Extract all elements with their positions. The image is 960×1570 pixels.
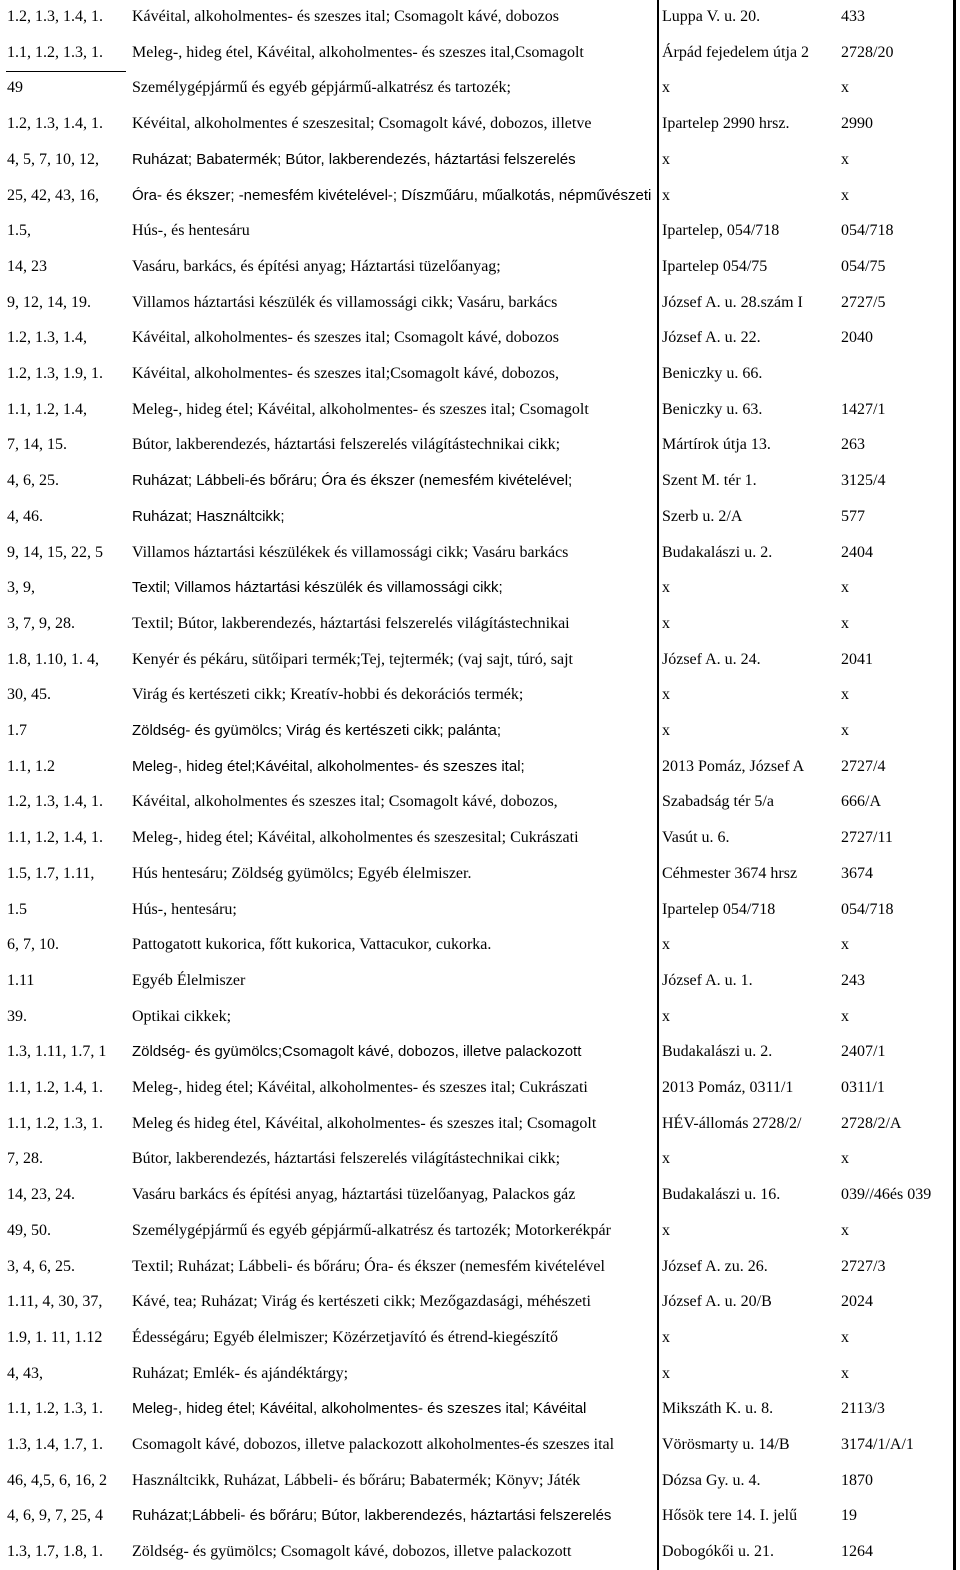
row-parcel-cell: 054/75 xyxy=(841,257,886,275)
row-codes-cell: 4, 6, 25. xyxy=(7,472,59,490)
row-codes-cell: 1.5 xyxy=(7,900,27,918)
row-codes-cell: 1.11 xyxy=(7,971,35,989)
row-codes-cell: 4, 43, xyxy=(7,1364,43,1382)
row-codes-cell: 1.2, 1.3, 1.9, 1. xyxy=(7,365,103,382)
row-products-cell: Kávéital, alkoholmentes és szeszes ital; Csomagolt kávé, dobozos, xyxy=(132,793,558,811)
table-row xyxy=(0,1285,960,1319)
table-row xyxy=(0,71,960,105)
table-row xyxy=(0,785,960,819)
row-products-cell: Csomagolt kávé, dobozos, illetve palackozott alkoholmentes-és szeszes ital xyxy=(132,1436,615,1453)
row-products-cell: Meleg-, hideg étel; Kávéital, alkoholmentes és szeszesital; Cukrászati xyxy=(132,829,579,847)
row-codes-cell: 1.1, 1.2, 1.3, 1. xyxy=(7,1400,103,1418)
row-address-cell: x xyxy=(662,1364,670,1382)
row-codes-cell: 1.8, 1.10, 1. 4, xyxy=(7,650,99,668)
row-address-cell: Szent M. tér 1. xyxy=(662,472,757,490)
row-address-cell: Vörösmarty u. 14/B xyxy=(662,1436,790,1453)
table-row xyxy=(0,643,960,677)
row-codes-cell: 1.1, 1.2, 1.4, 1. xyxy=(7,1079,103,1096)
row-codes-cell: 1.9, 1. 11, 1.12 xyxy=(7,1328,103,1346)
row-codes-cell: 1.1, 1.2, 1.4, xyxy=(7,400,87,418)
row-products-cell: Meleg-, hideg étel, Kávéital, alkoholmentes- és szeszes ital,Csomagolt xyxy=(132,43,584,61)
row-parcel-cell: 243 xyxy=(841,971,865,989)
row-products-cell: Meleg-, hideg étel; Kávéital, alkoholmentes- és szeszes ital; Cukrászati xyxy=(132,1079,588,1096)
row-codes-cell: 4, 5, 7, 10, 12, xyxy=(7,150,99,168)
row-parcel-cell: 2727/3 xyxy=(841,1257,886,1275)
row-address-cell: Dózsa Gy. u. 4. xyxy=(662,1471,761,1489)
row-parcel-cell: 0311/1 xyxy=(841,1079,885,1096)
row-parcel-cell: x xyxy=(841,579,849,597)
row-address-cell: x xyxy=(662,1150,670,1168)
row-products-cell: Ruházat; Babatermék; Bútor, lakberendezés, háztartási felszerelés xyxy=(132,150,576,168)
row-address-cell: Vasút u. 6. xyxy=(662,829,730,847)
table-row xyxy=(0,1000,960,1034)
table-row xyxy=(0,286,960,320)
row-address-cell: Árpád fejedelem útja 2 xyxy=(662,43,810,61)
row-products-cell: Kávéital, alkoholmentes- és szeszes ital; Csomagolt kávé, dobozos xyxy=(132,329,559,347)
row-parcel-cell: 2407/1 xyxy=(841,1043,886,1061)
table-row xyxy=(0,928,960,962)
row-products-cell: Hús-, hentesáru; xyxy=(132,900,237,918)
row-parcel-cell: 2728/2/A xyxy=(841,1114,902,1132)
row-products-cell: Pattogatott kukorica, főtt kukorica, Vattacukor, cukorka. xyxy=(132,936,492,954)
table-row xyxy=(0,1392,960,1426)
row-codes-cell: 49, 50. xyxy=(7,1221,51,1239)
row-products-cell: Kávéital, alkoholmentes- és szeszes ital; Csomagolt kávé, dobozos xyxy=(132,8,559,25)
row-products-cell: Kenyér és pékáru, sütőipari termék;Tej, tejtermék; (vaj sajt, túró, sajt xyxy=(132,650,573,668)
row-products-cell: Óra- és ékszer; -nemesfém kivételével-; Díszműáru, műalkotás, népművészeti xyxy=(132,186,652,204)
row-address-cell: Budakalászi u. 2. xyxy=(662,543,773,561)
row-codes-cell: 1.11, 4, 30, 37, xyxy=(7,1293,103,1311)
row-address-cell: x xyxy=(662,186,670,204)
row-products-cell: Egyéb Élelmiszer xyxy=(132,971,246,989)
row-parcel-cell: 2990 xyxy=(841,115,873,133)
row-address-cell: x xyxy=(662,1328,670,1346)
table-row xyxy=(0,607,960,641)
row-codes-cell: 25, 42, 43, 16, xyxy=(7,186,99,204)
row-products-cell: Használtcikk, Ruházat, Lábbeli- és bőráru; Babatermék; Könyv; Játék xyxy=(132,1471,581,1489)
row-parcel-cell xyxy=(839,357,953,391)
row-codes-cell: 49 xyxy=(7,79,23,97)
row-codes-cell: 1.5, 1.7, 1.11, xyxy=(7,864,95,882)
row-codes-cell: 3, 7, 9, 28. xyxy=(7,614,75,632)
row-parcel-cell: x xyxy=(841,1007,849,1025)
row-address-cell: Budakalászi u. 16. xyxy=(662,1186,781,1204)
row-parcel-cell: 2727/11 xyxy=(841,829,893,847)
row-parcel-cell: 3674 xyxy=(841,864,873,882)
table-row xyxy=(0,1214,960,1248)
row-parcel-cell: x xyxy=(841,150,849,168)
row-products-cell: Bútor, lakberendezés, háztartási felszerelés világítástechnikai cikk; xyxy=(132,436,561,454)
row-products-cell: Kévéital, alkoholmentes é szeszesital; Csomagolt kávé, dobozos, illetve xyxy=(132,115,592,133)
row-codes-cell: 46, 4,5, 6, 16, 2 xyxy=(7,1471,107,1489)
row-address-cell: Dobogókői u. 21. xyxy=(662,1543,774,1561)
row-parcel-cell: 2024 xyxy=(841,1293,873,1311)
table-row xyxy=(0,500,960,534)
row-address-cell: Ipartelep 054/75 xyxy=(662,257,768,275)
table-row xyxy=(0,179,960,213)
row-address-cell: x xyxy=(662,936,670,954)
row-products-cell: Ruházat; Emlék- és ajándéktárgy; xyxy=(132,1364,349,1382)
row-address-cell: Szabadság tér 5/a xyxy=(662,793,774,811)
row-codes-cell: 1.2, 1.3, 1.4, 1. xyxy=(7,8,103,25)
row-products-cell: Textil; Ruházat; Lábbeli- és bőráru; Óra- és ékszer (nemesfém kivételével xyxy=(132,1257,605,1275)
table-row xyxy=(0,428,960,462)
row-codes-cell: 7, 14, 15. xyxy=(7,436,67,454)
table-row xyxy=(0,678,960,712)
table-row xyxy=(0,1250,960,1284)
row-products-cell: Zöldség- és gyümölcs; Csomagolt kávé, dobozos, illetve palackozott xyxy=(132,1543,572,1561)
row-address-cell: 2013 Pomáz, József A xyxy=(662,757,805,775)
row-parcel-cell: x xyxy=(841,1150,849,1168)
row-products-cell: Meleg-, hideg étel; Kávéital, alkoholmentes- és szeszes ital; Kávéital xyxy=(132,1400,587,1418)
row-codes-cell: 6, 7, 10. xyxy=(7,936,59,954)
row-products-cell: Vasáru, barkács, és építési anyag; Háztartási tüzelőanyag; xyxy=(132,257,501,275)
row-products-cell: Zöldség- és gyümölcs; Virág és kertészeti cikk; palánta; xyxy=(132,722,502,739)
row-products-cell: Édességáru; Egyéb élelmiszer; Közérzetjavító és étrend-kiegészítő xyxy=(132,1328,559,1346)
row-address-cell: Céhmester 3674 hrsz xyxy=(662,864,798,882)
row-parcel-cell: x xyxy=(841,722,849,739)
row-address-cell: Ipartelep, 054/718 xyxy=(662,222,780,240)
row-parcel-cell: x xyxy=(841,686,849,704)
cell-underline xyxy=(6,71,126,72)
row-codes-cell: 1.5, xyxy=(7,222,31,240)
row-codes-cell: 4, 6, 9, 7, 25, 4 xyxy=(7,1507,103,1525)
row-parcel-cell: 2727/5 xyxy=(841,293,886,311)
row-address-cell: x xyxy=(662,614,670,632)
row-products-cell: Hús-, és hentesáru xyxy=(132,222,250,240)
row-address-cell: x xyxy=(662,686,670,704)
row-parcel-cell: 1264 xyxy=(841,1543,873,1561)
row-products-cell: Hús hentesáru; Zöldség gyümölcs; Egyéb élelmiszer. xyxy=(132,864,472,882)
row-address-cell: Beniczky u. 66. xyxy=(662,365,763,382)
row-address-cell: x xyxy=(662,150,670,168)
table-row xyxy=(0,893,960,927)
row-parcel-cell: x xyxy=(841,1328,849,1346)
row-products-cell: Meleg és hideg étel, Kávéital, alkoholmentes- és szeszes ital; Csomagolt xyxy=(132,1114,597,1132)
row-parcel-cell: 054/718 xyxy=(841,222,894,240)
table-row xyxy=(0,464,960,498)
table-row xyxy=(0,1071,960,1105)
row-products-cell: Kávéital, alkoholmentes- és szeszes ital;Csomagolt kávé, dobozos, xyxy=(132,365,559,382)
table-row xyxy=(0,321,960,355)
row-address-cell: József A. u. 20/B xyxy=(662,1293,772,1311)
row-address-cell: József A. u. 24. xyxy=(662,650,761,668)
row-address-cell: József A. zu. 26. xyxy=(662,1257,768,1275)
row-parcel-cell: 433 xyxy=(841,8,865,25)
row-codes-cell: 1.2, 1.3, 1.4, 1. xyxy=(7,115,103,133)
row-address-cell: x xyxy=(662,722,670,739)
row-products-cell: Ruházat; Használtcikk; xyxy=(132,507,285,525)
row-codes-cell: 1.1, 1.2, 1.4, 1. xyxy=(7,829,103,847)
row-parcel-cell: 2040 xyxy=(841,329,873,347)
row-products-cell: Ruházat; Lábbeli-és bőráru; Óra és ékszer (nemesfém kivételével; xyxy=(132,472,573,490)
row-parcel-cell: x xyxy=(841,1221,849,1239)
row-address-cell: József A. u. 1. xyxy=(662,971,753,989)
row-address-cell: Ipartelep 054/718 xyxy=(662,900,776,918)
row-codes-cell: 39. xyxy=(7,1007,27,1025)
row-address-cell: HÉV-állomás 2728/2/ xyxy=(662,1114,802,1132)
row-address-cell: Szerb u. 2/A xyxy=(662,507,743,525)
row-parcel-cell: 1427/1 xyxy=(841,400,886,418)
row-products-cell: Villamos háztartási készülékek és villamossági cikk; Vasáru barkács xyxy=(132,543,569,561)
table-row xyxy=(0,214,960,248)
row-products-cell: Virág és kertészeti cikk; Kreatív-hobbi és dekorációs termék; xyxy=(132,686,524,704)
row-codes-cell: 1.7 xyxy=(7,722,27,739)
table-row xyxy=(0,357,960,391)
table-row xyxy=(0,750,960,784)
table-row xyxy=(0,107,960,141)
table-row xyxy=(0,1142,960,1176)
row-codes-cell: 1.2, 1.3, 1.4, xyxy=(7,329,87,347)
row-parcel-cell: 666/A xyxy=(841,793,881,811)
row-address-cell: József A. u. 22. xyxy=(662,329,761,347)
row-products-cell: Zöldség- és gyümölcs;Csomagolt kávé, dobozos, illetve palackozott xyxy=(132,1043,582,1061)
row-codes-cell: 30, 45. xyxy=(7,686,51,704)
table-row xyxy=(0,1357,960,1391)
table-row xyxy=(0,964,960,998)
row-parcel-cell: x xyxy=(841,79,849,97)
row-address-cell: x xyxy=(662,79,670,97)
row-parcel-cell: 039//46és 039 xyxy=(841,1186,932,1204)
row-products-cell: Bútor, lakberendezés, háztartási felszerelés világítástechnikai cikk; xyxy=(132,1150,561,1168)
row-address-cell: x xyxy=(662,1007,670,1025)
row-codes-cell: 7, 28. xyxy=(7,1150,43,1168)
row-products-cell: Villamos háztartási készülék és villamossági cikk; Vasáru, barkács xyxy=(132,293,558,311)
row-codes-cell: 1.2, 1.3, 1.4, 1. xyxy=(7,793,103,811)
row-codes-cell: 1.3, 1.4, 1.7, 1. xyxy=(7,1436,103,1453)
table-row xyxy=(0,1499,960,1533)
row-parcel-cell: x xyxy=(841,614,849,632)
table-row xyxy=(0,1178,960,1212)
row-parcel-cell: 3174/1/A/1 xyxy=(841,1436,914,1453)
row-products-cell: Textil; Bútor, lakberendezés, háztartási felszerelés világítástechnikai xyxy=(132,614,570,632)
row-address-cell: Mikszáth K. u. 8. xyxy=(662,1400,774,1418)
row-parcel-cell: 19 xyxy=(841,1507,857,1525)
table-row xyxy=(0,536,960,570)
row-parcel-cell: 2727/4 xyxy=(841,757,886,775)
table-row xyxy=(0,714,960,748)
row-address-cell: Beniczky u. 63. xyxy=(662,400,763,418)
table-row xyxy=(0,821,960,855)
row-products-cell: Személygépjármű és egyéb gépjármű-alkatrész és tartozék; xyxy=(132,79,511,97)
row-parcel-cell: 263 xyxy=(841,436,865,454)
row-parcel-cell: x xyxy=(841,1364,849,1382)
row-codes-cell: 14, 23, 24. xyxy=(7,1186,75,1204)
row-parcel-cell: 2404 xyxy=(841,543,873,561)
row-codes-cell: 3, 4, 6, 25. xyxy=(7,1257,75,1275)
row-products-cell: Vasáru barkács és építési anyag, háztartási tüzelőanyag, Palackos gáz xyxy=(132,1186,576,1204)
table-row xyxy=(0,1035,960,1069)
row-codes-cell: 4, 46. xyxy=(7,507,43,525)
row-codes-cell: 1.3, 1.7, 1.8, 1. xyxy=(7,1543,103,1561)
table-row xyxy=(0,0,960,34)
table-row xyxy=(0,36,960,70)
row-address-cell: Luppa V. u. 20. xyxy=(662,8,761,25)
table-row xyxy=(0,857,960,891)
table-row xyxy=(0,143,960,177)
table-row xyxy=(0,393,960,427)
row-address-cell: József A. u. 28.szám I xyxy=(662,293,803,311)
row-codes-cell: 1.1, 1.2, 1.3, 1. xyxy=(7,43,103,61)
table-row xyxy=(0,250,960,284)
row-parcel-cell: 1870 xyxy=(841,1471,873,1489)
row-codes-cell: 14, 23 xyxy=(7,257,47,275)
row-codes-cell: 1.1, 1.2, 1.3, 1. xyxy=(7,1114,103,1132)
row-parcel-cell: x xyxy=(841,936,849,954)
row-address-cell: Ipartelep 2990 hrsz. xyxy=(662,115,790,133)
row-parcel-cell: 2041 xyxy=(841,650,873,668)
row-parcel-cell: 577 xyxy=(841,507,865,525)
row-products-cell: Személygépjármű és egyéb gépjármű-alkatrész és tartozék; Motorkerékpár xyxy=(132,1221,611,1239)
row-address-cell: Mártírok útja 13. xyxy=(662,436,771,454)
row-address-cell: x xyxy=(662,1221,670,1239)
row-products-cell: Meleg-, hideg étel;Kávéital, alkoholmentes- és szeszes ital; xyxy=(132,757,525,775)
table-row xyxy=(0,1464,960,1498)
row-products-cell: Kávé, tea; Ruházat; Virág és kertészeti cikk; Mezőgazdasági, méhészeti xyxy=(132,1293,591,1311)
row-parcel-cell: 2113/3 xyxy=(841,1400,885,1418)
row-address-cell: Budakalászi u. 2. xyxy=(662,1043,773,1061)
row-codes-cell: 9, 14, 15, 22, 5 xyxy=(7,543,103,561)
row-address-cell: Hősök tere 14. I. jelű xyxy=(662,1507,798,1525)
row-products-cell: Optikai cikkek; xyxy=(132,1007,232,1025)
table-row xyxy=(0,1428,960,1462)
row-codes-cell: 1.1, 1.2 xyxy=(7,757,55,775)
row-products-cell: Ruházat;Lábbeli- és bőráru; Bútor, lakberendezés, háztartási felszerelés xyxy=(132,1507,612,1525)
row-parcel-cell: 054/718 xyxy=(841,900,894,918)
table-row xyxy=(0,571,960,605)
table-right-border xyxy=(953,0,956,1570)
row-parcel-cell: 2728/20 xyxy=(841,43,894,61)
table-row xyxy=(0,1321,960,1355)
row-codes-cell: 9, 12, 14, 19. xyxy=(7,293,91,311)
column-divider xyxy=(657,0,659,1570)
row-products-cell: Meleg-, hideg étel; Kávéital, alkoholmentes- és szeszes ital; Csomagolt xyxy=(132,400,589,418)
row-address-cell: 2013 Pomáz, 0311/1 xyxy=(662,1079,794,1096)
table-row xyxy=(0,1535,960,1569)
row-parcel-cell: 3125/4 xyxy=(841,472,886,490)
row-codes-cell: 3, 9, xyxy=(7,579,35,597)
row-products-cell: Textil; Villamos háztartási készülék és villamossági cikk; xyxy=(132,579,503,597)
table-row xyxy=(0,1107,960,1141)
row-address-cell: x xyxy=(662,579,670,597)
row-parcel-cell: x xyxy=(841,186,849,204)
row-codes-cell: 1.3, 1.11, 1.7, 1 xyxy=(7,1043,107,1061)
